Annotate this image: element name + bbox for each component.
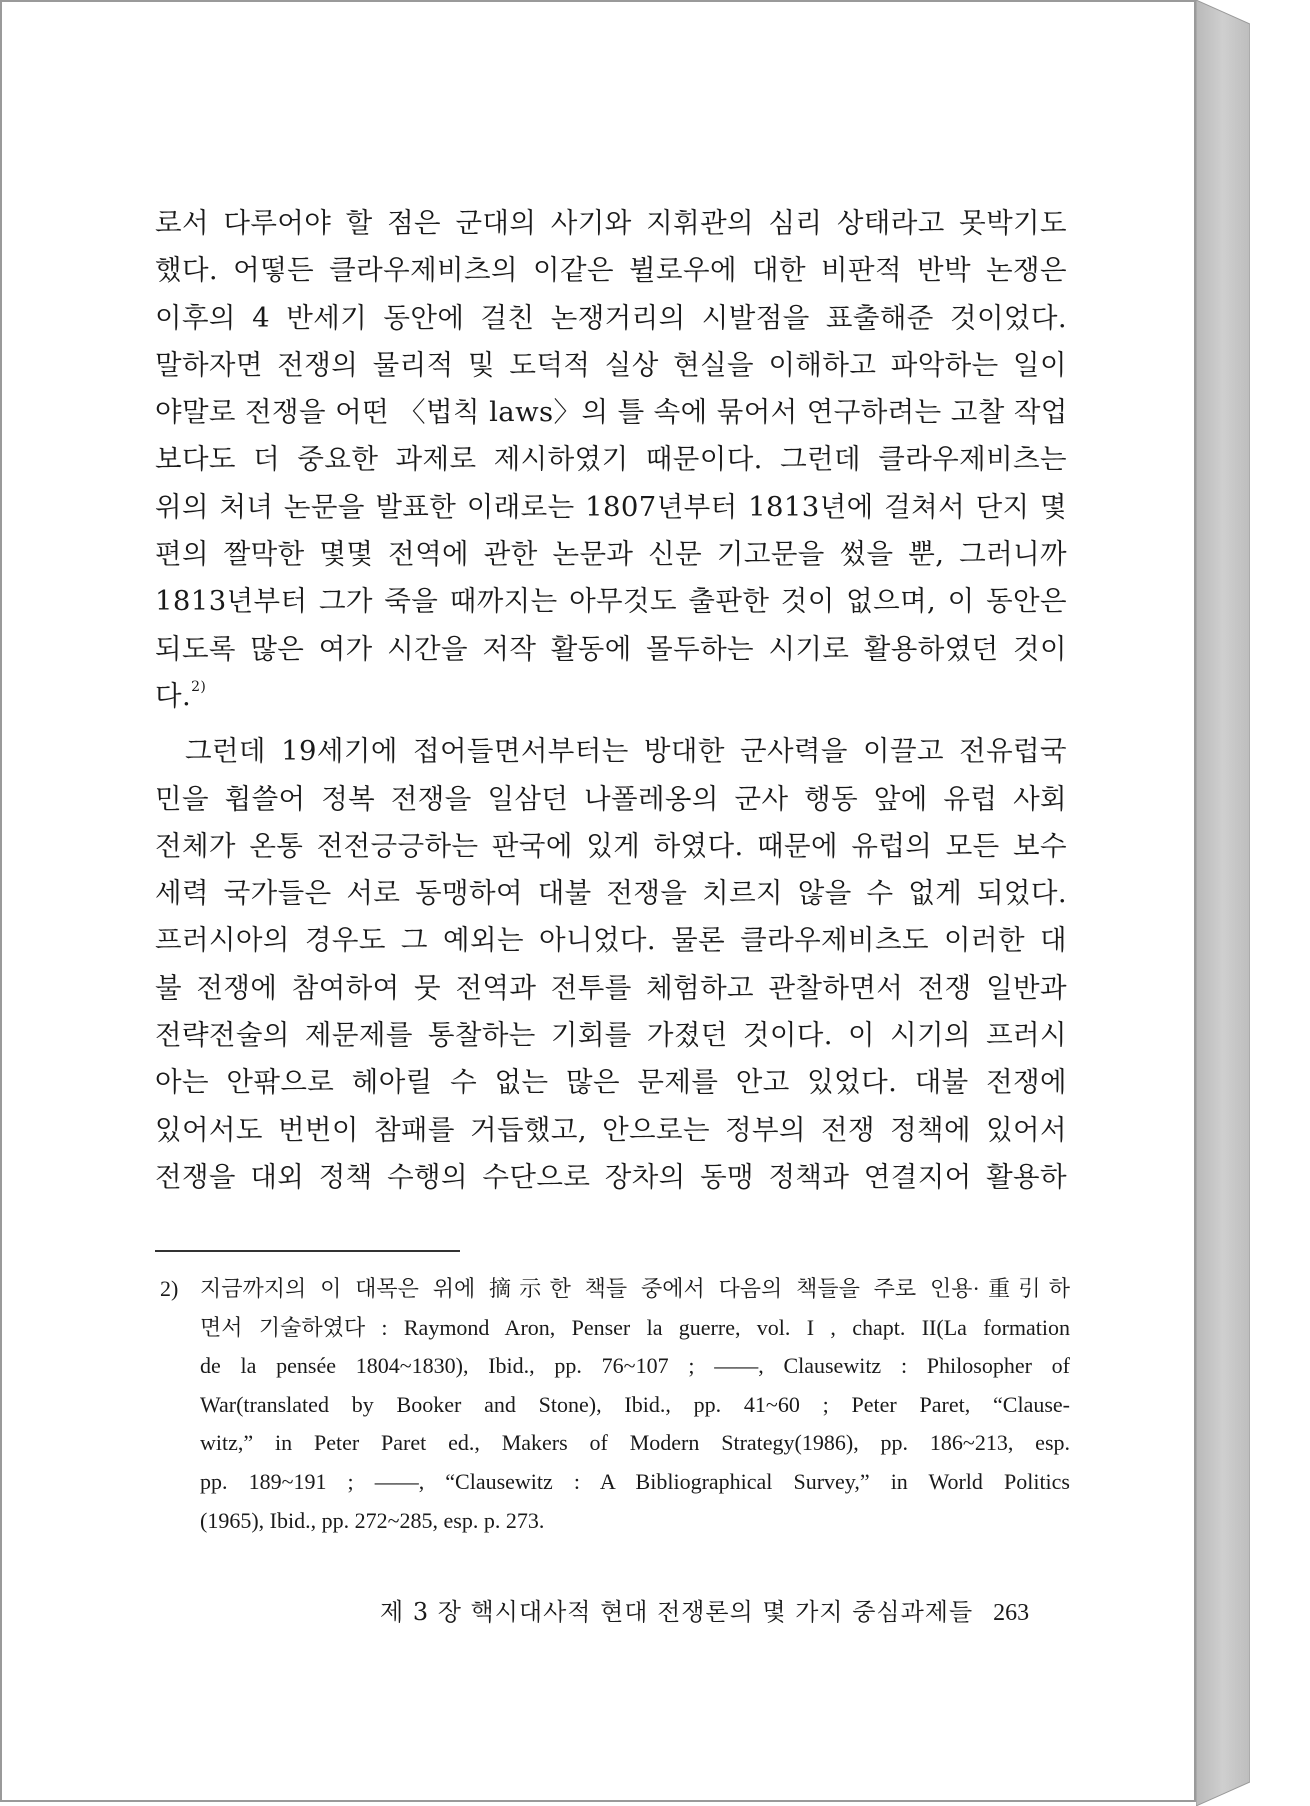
text-line: 전략전술의 제문제를 통찰하는 기회를 가졌던 것이다. 이 시기의 프러시 — [155, 1019, 1067, 1052]
running-footer — [380, 1592, 1040, 1632]
text-line: 프러시아의 경우도 그 예외는 아니었다. 물론 클라우제비츠도 이러한 대 — [155, 924, 1067, 957]
body-text — [155, 200, 1067, 1201]
footnote-line: 면서 기술하였다 : Raymond Aron, Penser la guerre, vol. I , chapt. II(La formation — [200, 1314, 1070, 1340]
text-line: 불 전쟁에 참여하여 뭇 전역과 전투를 체험하고 관찰하면서 전쟁 일반과 — [155, 971, 1067, 1004]
footnote-line: pp. 189~191 ; ——, “Clausewitz : A Bibliographical Survey,” in World Politics — [200, 1468, 1070, 1494]
page-number: 263 — [993, 1600, 1030, 1626]
footnote — [160, 1270, 1070, 1540]
footnote-number: 2) — [160, 1276, 179, 1301]
text-line: 전체가 온통 전전긍긍하는 판국에 있게 하였다. 때문에 유럽의 모든 보수 — [155, 829, 1067, 862]
footnote-rule — [155, 1250, 460, 1252]
text-line: 로서 다루어야 할 점은 군대의 사기와 지휘관의 심리 상태라고 못박기도 — [155, 207, 1067, 239]
chapter-title: 제 3 장 핵시대사적 현대 전쟁론의 몇 가지 중심과제들 — [380, 1598, 974, 1626]
text-line: 야말로 전쟁을 어떤 〈법칙 laws〉의 틀 속에 묶어서 연구하려는 고찰 작업 — [155, 396, 1068, 429]
footnote-line: de la pensée 1804~1830), Ibid., pp. 76~107 ; ——, Clausewitz : Philosopher of — [200, 1353, 1070, 1379]
footnote-line — [160, 1270, 1070, 1309]
text-line: 전쟁을 대외 정책 수행의 수단으로 장차의 동맹 정책과 연결지어 활용하 — [155, 1160, 1067, 1193]
footnote-line: War(translated by Booker and Stone), Ibid., pp. 41~60 ; Peter Paret, “Clause- — [200, 1391, 1070, 1417]
footnote-line: (1965), Ibid., pp. 272~285, esp. p. 273. — [200, 1507, 545, 1533]
paragraph-end-line — [155, 673, 1067, 720]
text-line: 말하자면 전쟁의 물리적 및 도덕적 실상 현실을 이해하고 파악하는 일이 — [155, 348, 1067, 381]
book-edge — [1196, 0, 1250, 1806]
text-line: 그런데 19세기에 접어들면서부터는 방대한 군사력을 이끌고 전유럽국 — [185, 735, 1067, 768]
text-line: 했다. 어떻든 클라우제비츠의 이같은 뷜로우에 대한 비판적 반박 논쟁은 — [155, 254, 1067, 287]
text-line: 위의 처녀 논문을 발표한 이래로는 1807년부터 1813년에 걸쳐서 단지 몇 — [155, 490, 1067, 523]
footnote-text: 지금까지의 이 대목은 위에 摘示한 책들 중에서 다음의 책들을 주로 인용·重引하 — [200, 1276, 1070, 1301]
text-line: 되도록 많은 여가 시간을 저작 활동에 몰두하는 시기로 활용하였던 것이 — [155, 632, 1067, 665]
text-line: 민을 휩쓸어 정복 전쟁을 일삼던 나폴레옹의 군사 행동 앞에 유럽 사회 — [155, 782, 1067, 815]
text-line: 있어서도 번번이 참패를 거듭했고, 안으로는 정부의 전쟁 정책에 있어서 — [155, 1113, 1067, 1146]
text-line: 이후의 4 반세기 동안에 걸친 논쟁거리의 시발점을 표출해준 것이었다. — [155, 301, 1067, 334]
text-line: 아는 안팎으로 헤아릴 수 없는 많은 문제를 안고 있었다. 대불 전쟁에 — [155, 1066, 1067, 1099]
text-line: 세력 국가들은 서로 동맹하여 대불 전쟁을 치르지 않을 수 없게 되었다. — [155, 877, 1067, 910]
footnote-line: witz,” in Peter Paret ed., Makers of Modern Strategy(1986), pp. 186~213, esp. — [200, 1430, 1070, 1456]
text-line: 1813년부터 그가 죽을 때까지는 아무것도 출판한 것이 없으며, 이 동안은 — [155, 585, 1067, 618]
text-line: 보다도 더 중요한 과제로 제시하였기 때문이다. 그런데 클라우제비츠는 — [155, 443, 1067, 476]
footnote-reference: 2) — [191, 678, 207, 695]
paragraph-end-text: 다. — [155, 679, 192, 712]
text-line: 편의 짤막한 몇몇 전역에 관한 논문과 신문 기고문을 썼을 뿐, 그러니까 — [155, 538, 1067, 571]
